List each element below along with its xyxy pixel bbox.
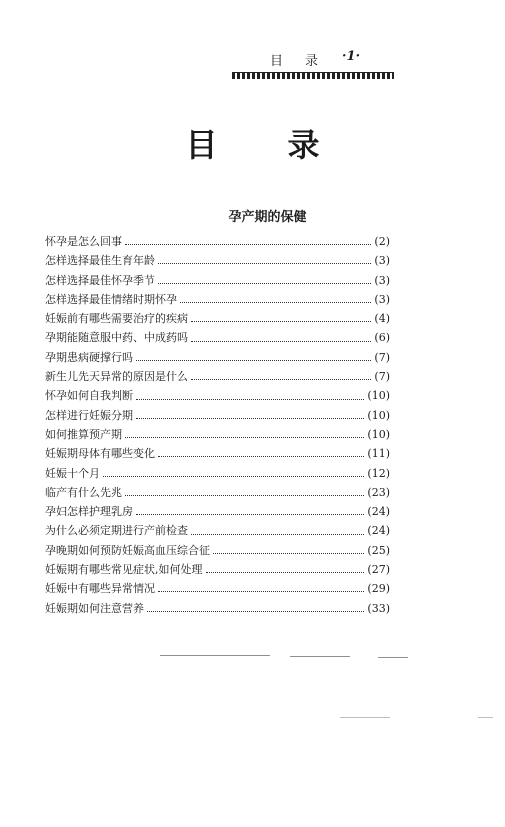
toc-entry-label: 妊娠十个月 <box>45 466 100 480</box>
toc-entry-page: (11) <box>367 447 390 461</box>
toc-entry-label: 新生儿先天异常的原因是什么 <box>45 370 188 384</box>
toc-entry-page: (7) <box>374 350 390 364</box>
toc-entry-label: 孕期能随意服中药、中成药吗 <box>45 331 188 345</box>
toc-entry-label: 孕晚期如何预防妊娠高血压综合征 <box>45 543 210 557</box>
toc-entry-label: 怎样进行妊娠分期 <box>45 408 133 422</box>
toc-leader-dots <box>147 611 364 612</box>
toc-entry <box>45 599 390 618</box>
header-rule <box>232 72 394 79</box>
toc-entry <box>45 541 390 560</box>
toc-entry-label: 怎样选择最佳情绪时期怀孕 <box>45 292 177 306</box>
toc-entry-label: 怎样选择最佳怀孕季节 <box>45 273 155 287</box>
page-number: ·1· <box>342 49 361 64</box>
toc-leader-dots <box>191 341 371 342</box>
running-title <box>270 50 318 69</box>
toc-entry-page: (12) <box>367 466 390 480</box>
toc-leader-dots <box>125 495 364 496</box>
scan-artifact-line <box>160 655 270 656</box>
toc-entry-label: 怎样选择最佳生育年龄 <box>45 254 155 268</box>
toc-entry-label: 孕期患病硬撑行吗 <box>45 350 133 364</box>
page-title <box>0 120 505 166</box>
toc-entry <box>45 348 390 367</box>
toc-entry <box>45 271 390 290</box>
toc-entry-label: 妊娠期母体有哪些变化 <box>45 447 155 461</box>
toc-entry-label: 妊娠中有哪些异常情况 <box>45 582 155 596</box>
toc-entry <box>45 232 390 251</box>
toc-entry-label: 怀孕如何自我判断 <box>45 389 133 403</box>
toc-leader-dots <box>158 456 364 457</box>
toc-leader-dots <box>191 379 371 380</box>
toc-entry-page: (24) <box>367 505 390 519</box>
toc-entry <box>45 406 390 425</box>
toc-leader-dots <box>158 263 371 264</box>
scan-artifact-line <box>290 656 350 657</box>
page-title-char-2: 录 <box>287 126 320 164</box>
toc-entry <box>45 386 390 405</box>
toc-entry-page: (7) <box>374 370 390 384</box>
toc-entry-label: 妊娠期有哪些常见症状,如何处理 <box>45 563 203 577</box>
toc-entry-page: (3) <box>374 292 390 306</box>
toc-entry-label: 为什么必须定期进行产前检查 <box>45 524 188 538</box>
toc-leader-dots <box>136 514 364 515</box>
toc-leader-dots <box>136 418 364 419</box>
toc-entry-page: (10) <box>367 389 390 403</box>
toc-entry <box>45 309 390 328</box>
toc-entry <box>45 464 390 483</box>
toc-leader-dots <box>180 302 371 303</box>
toc-entry-label: 怀孕是怎么回事 <box>45 235 122 248</box>
toc-entry <box>45 290 390 309</box>
scan-artifact-line <box>478 717 493 718</box>
toc-entry-label: 孕妇怎样护理乳房 <box>45 505 133 519</box>
toc-entry-page: (33) <box>367 601 390 615</box>
toc-entry <box>45 444 390 463</box>
toc-entry <box>45 579 390 598</box>
toc-leader-dots <box>125 244 371 245</box>
toc-entry <box>45 521 390 540</box>
toc-entry <box>45 560 390 579</box>
toc-leader-dots <box>136 360 371 361</box>
toc-entry-label: 妊娠前有哪些需要治疗的疾病 <box>45 312 188 326</box>
toc-entry-label: 妊娠期如何注意营养 <box>45 601 144 615</box>
page-title-char-1: 目 <box>185 126 218 164</box>
running-title-char-2: 录 <box>305 54 319 69</box>
table-of-contents <box>45 232 390 618</box>
toc-entry <box>45 328 390 347</box>
scan-artifact-line <box>378 657 408 658</box>
toc-entry-page: (2) <box>374 235 390 248</box>
toc-leader-dots <box>103 476 364 477</box>
toc-leader-dots <box>213 553 364 554</box>
toc-entry <box>45 502 390 521</box>
toc-entry-page: (29) <box>367 582 390 596</box>
section-title: 孕产期的保健 <box>228 210 307 225</box>
toc-leader-dots <box>206 572 365 573</box>
running-title-char-1: 目 <box>270 54 284 69</box>
toc-entry-page: (25) <box>367 543 390 557</box>
scan-artifact-line <box>340 717 390 718</box>
toc-entry-page: (10) <box>367 408 390 422</box>
toc-entry-page: (6) <box>374 331 390 345</box>
toc-entry <box>45 483 390 502</box>
toc-leader-dots <box>158 283 371 284</box>
toc-entry-label: 临产有什么先兆 <box>45 485 122 499</box>
toc-entry-page: (3) <box>374 254 390 268</box>
toc-entry-page: (10) <box>367 427 390 441</box>
toc-entry-page: (24) <box>367 524 390 538</box>
toc-leader-dots <box>125 437 364 438</box>
toc-entry <box>45 367 390 386</box>
toc-entry-page: (3) <box>374 273 390 287</box>
toc-entry-page: (4) <box>374 312 390 326</box>
running-head <box>262 50 392 70</box>
toc-leader-dots <box>191 321 371 322</box>
toc-entry <box>45 251 390 270</box>
toc-entry-page: (27) <box>367 563 390 577</box>
toc-entry <box>45 425 390 444</box>
toc-entry-label: 如何推算预产期 <box>45 427 122 441</box>
toc-leader-dots <box>136 399 364 400</box>
toc-entry-page: (23) <box>367 485 390 499</box>
toc-leader-dots <box>191 534 364 535</box>
toc-leader-dots <box>158 591 364 592</box>
